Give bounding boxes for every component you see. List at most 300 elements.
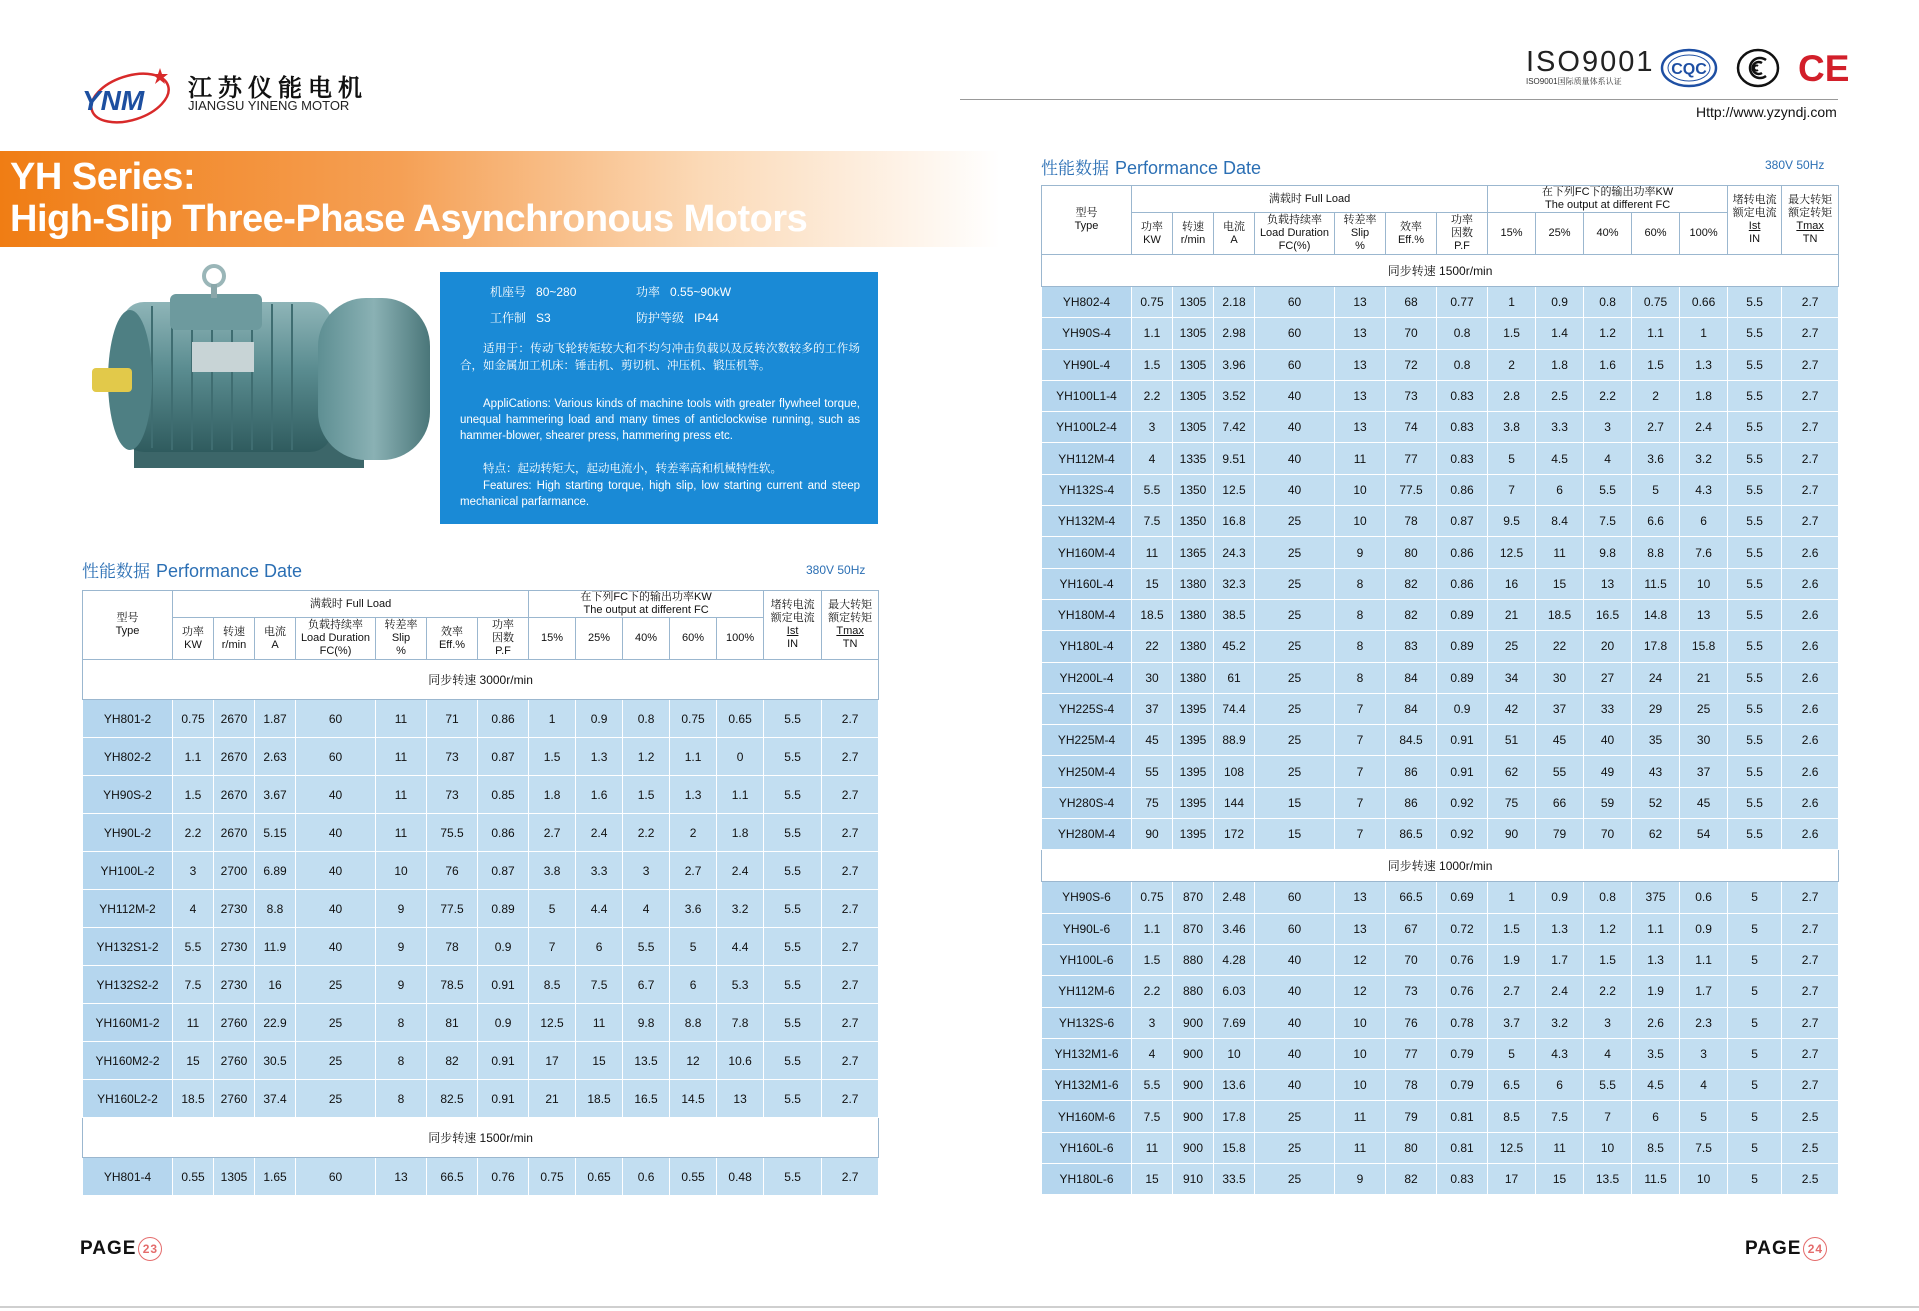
value-cell: 1395: [1173, 756, 1214, 787]
speed-group-row: [1042, 255, 1839, 287]
model-cell: YH90L-4: [1042, 349, 1132, 380]
motor-image: [92, 262, 442, 492]
value-cell: 5: [1728, 976, 1782, 1007]
model-cell: YH132M-4: [1042, 506, 1132, 537]
value-cell: 40: [296, 890, 376, 928]
value-cell: 0.86: [1437, 474, 1488, 505]
value-cell: 25: [1255, 1164, 1335, 1195]
value-cell: 5: [1680, 1101, 1728, 1132]
table-row: [1042, 819, 1839, 850]
value-cell: 8: [376, 1042, 427, 1080]
model-cell: YH100L-2: [83, 852, 173, 890]
value-cell: 10: [1584, 1132, 1632, 1163]
value-cell: 0.6: [623, 1158, 670, 1196]
value-cell: 1.8: [1680, 380, 1728, 411]
value-cell: 2.7: [1782, 474, 1839, 505]
speed-group-row: [1042, 850, 1839, 882]
model-cell: YH100L1-4: [1042, 380, 1132, 411]
value-cell: 0.76: [478, 1158, 529, 1196]
value-cell: 4.4: [576, 890, 623, 928]
value-cell: 5.5: [1728, 819, 1782, 850]
model-cell: YH160L2-2: [83, 1080, 173, 1118]
value-cell: 2700: [214, 852, 255, 890]
value-cell: 76: [1386, 1007, 1437, 1038]
table-row: [1042, 1038, 1839, 1069]
value-cell: 1.8: [717, 814, 764, 852]
value-cell: 5.5: [764, 814, 822, 852]
page-24-badge: 24: [1803, 1237, 1827, 1261]
value-cell: 1.5: [529, 738, 576, 776]
value-cell: 2.4: [1680, 412, 1728, 443]
value-cell: 9.51: [1214, 443, 1255, 474]
value-cell: 32.3: [1214, 568, 1255, 599]
ccc-cert-icon: [1736, 48, 1780, 88]
value-cell: 9.8: [1584, 537, 1632, 568]
value-cell: 9: [376, 928, 427, 966]
value-cell: 10.6: [717, 1042, 764, 1080]
header-slip: 转差率 Slip %: [1335, 213, 1386, 255]
value-cell: 6.7: [623, 966, 670, 1004]
value-cell: 10: [1335, 1070, 1386, 1101]
value-cell: 70: [1386, 944, 1437, 975]
value-cell: 4: [1584, 1038, 1632, 1069]
company-name-en: JIANGSU YINENG MOTOR: [188, 98, 350, 113]
value-cell: 6: [1680, 506, 1728, 537]
value-cell: 1.1: [717, 776, 764, 814]
value-cell: 30: [1132, 662, 1173, 693]
value-cell: 2.7: [1782, 380, 1839, 411]
value-cell: 1305: [1173, 412, 1214, 443]
value-cell: 7: [529, 928, 576, 966]
value-cell: 2.6: [1782, 631, 1839, 662]
value-cell: 15: [576, 1042, 623, 1080]
table-row: [1042, 318, 1839, 349]
value-cell: 40: [1255, 976, 1335, 1007]
value-cell: 7.69: [1214, 1007, 1255, 1038]
value-cell: 1.5: [1488, 913, 1536, 944]
value-cell: 1.1: [670, 738, 717, 776]
header-rpm: 转速 r/min: [1173, 213, 1214, 255]
value-cell: 25: [1255, 693, 1335, 724]
value-cell: 2.7: [1782, 1038, 1839, 1069]
value-cell: 0.78: [1437, 1007, 1488, 1038]
value-cell: 4.5: [1536, 443, 1584, 474]
value-cell: 8.5: [1488, 1101, 1536, 1132]
value-cell: 82: [1386, 568, 1437, 599]
value-cell: 1.3: [1632, 944, 1680, 975]
value-cell: 0.85: [478, 776, 529, 814]
value-cell: 900: [1173, 1101, 1214, 1132]
value-cell: 49: [1584, 756, 1632, 787]
value-cell: 33.5: [1214, 1164, 1255, 1195]
value-cell: 1.5: [1632, 349, 1680, 380]
value-cell: 25: [1488, 631, 1536, 662]
table-row: [1042, 1132, 1839, 1163]
value-cell: 0: [717, 738, 764, 776]
value-cell: 11: [376, 776, 427, 814]
value-cell: 14.8: [1632, 599, 1680, 630]
model-cell: YH801-2: [83, 700, 173, 738]
value-cell: 0.89: [478, 890, 529, 928]
table-row: [1042, 380, 1839, 411]
value-cell: 13: [1335, 349, 1386, 380]
value-cell: 24: [1632, 662, 1680, 693]
table-row: [1042, 725, 1839, 756]
value-cell: 5: [1488, 1038, 1536, 1069]
speed-group-row: [83, 1118, 879, 1158]
value-cell: 25: [1255, 1101, 1335, 1132]
value-cell: 5.5: [1728, 693, 1782, 724]
value-cell: 7: [1488, 474, 1536, 505]
value-cell: 10: [1680, 1164, 1728, 1195]
value-cell: 10: [1335, 474, 1386, 505]
value-cell: 172: [1214, 819, 1255, 850]
value-cell: 5.5: [764, 1158, 822, 1196]
value-cell: 2.5: [1782, 1101, 1839, 1132]
value-cell: 8: [376, 1004, 427, 1042]
value-cell: 11: [576, 1004, 623, 1042]
value-cell: 1335: [1173, 443, 1214, 474]
value-cell: 40: [1255, 944, 1335, 975]
value-cell: 6.5: [1488, 1070, 1536, 1101]
value-cell: 2.7: [1782, 318, 1839, 349]
value-cell: 9: [1335, 1164, 1386, 1195]
value-cell: 67: [1386, 913, 1437, 944]
value-cell: 1380: [1173, 662, 1214, 693]
value-cell: 2.2: [1584, 380, 1632, 411]
value-cell: 0.8: [1437, 349, 1488, 380]
value-cell: 5.5: [764, 738, 822, 776]
value-cell: 13: [1335, 380, 1386, 411]
value-cell: 60: [296, 1158, 376, 1196]
value-cell: 2.8: [1488, 380, 1536, 411]
product-info-box: [440, 272, 878, 524]
value-cell: 5.5: [764, 1080, 822, 1118]
value-cell: 3.2: [717, 890, 764, 928]
value-cell: 2.2: [1584, 976, 1632, 1007]
model-cell: YH90L-2: [83, 814, 173, 852]
value-cell: 5.5: [1728, 537, 1782, 568]
value-cell: 25: [1255, 506, 1335, 537]
value-cell: 2760: [214, 1004, 255, 1042]
value-cell: 2730: [214, 966, 255, 1004]
speed-group-label: 同步转速 1500r/min: [83, 1118, 879, 1158]
value-cell: 3.8: [1488, 412, 1536, 443]
speed-group-label: 同步转速 3000r/min: [83, 660, 879, 700]
value-cell: 5.5: [1728, 412, 1782, 443]
model-cell: YH802-2: [83, 738, 173, 776]
value-cell: 13: [1335, 913, 1386, 944]
value-cell: 2.63: [255, 738, 296, 776]
value-cell: 0.69: [1437, 882, 1488, 913]
table-row: [83, 1158, 879, 1196]
value-cell: 77: [1386, 1038, 1437, 1069]
cqc-cert-icon: [1660, 48, 1718, 88]
value-cell: 10: [376, 852, 427, 890]
value-cell: 3.6: [1632, 443, 1680, 474]
value-cell: 2.6: [1782, 662, 1839, 693]
value-cell: 5.5: [1584, 1070, 1632, 1101]
value-cell: 86.5: [1386, 819, 1437, 850]
value-cell: 2670: [214, 738, 255, 776]
value-cell: 1395: [1173, 819, 1214, 850]
value-cell: 0.83: [1437, 412, 1488, 443]
value-cell: 10: [1680, 568, 1728, 599]
value-cell: 1.9: [1488, 944, 1536, 975]
value-cell: 43: [1632, 756, 1680, 787]
table-row: [1042, 944, 1839, 975]
value-cell: 73: [1386, 976, 1437, 1007]
value-cell: 2.7: [1782, 287, 1839, 318]
value-cell: 0.91: [1437, 756, 1488, 787]
value-cell: 900: [1173, 1038, 1214, 1069]
model-cell: YH180L-6: [1042, 1164, 1132, 1195]
header-type: 型号 Type: [1042, 186, 1132, 255]
value-cell: 62: [1632, 819, 1680, 850]
value-cell: 20: [1584, 631, 1632, 662]
value-cell: 5: [1728, 882, 1782, 913]
features-en: Features: High starting torque, high slip, low starting current and steep mechanical parfarmance.: [460, 480, 860, 508]
value-cell: 14.5: [670, 1080, 717, 1118]
value-cell: 3: [173, 852, 214, 890]
value-cell: 5.5: [764, 890, 822, 928]
model-cell: YH132S1-2: [83, 928, 173, 966]
page-number-right: PAGE 24: [1745, 1237, 1827, 1261]
value-cell: 2.7: [822, 890, 879, 928]
value-cell: 1.1: [1632, 913, 1680, 944]
value-cell: 13.6: [1214, 1070, 1255, 1101]
features-cn: 特点：起动转矩大，起动电流小，转差率高和机械特性软。: [483, 461, 782, 475]
value-cell: 11: [1536, 1132, 1584, 1163]
value-cell: 0.8: [1437, 318, 1488, 349]
header-fc40: 40%: [623, 618, 670, 660]
value-cell: 0.89: [1437, 599, 1488, 630]
value-cell: 61: [1214, 662, 1255, 693]
value-cell: 2.7: [822, 1158, 879, 1196]
value-cell: 2.3: [1680, 1007, 1728, 1038]
value-cell: 40: [296, 928, 376, 966]
value-cell: 5.5: [1728, 662, 1782, 693]
value-cell: 42: [1488, 693, 1536, 724]
value-cell: 2.7: [1782, 882, 1839, 913]
value-cell: 1380: [1173, 599, 1214, 630]
value-cell: 35: [1632, 725, 1680, 756]
value-cell: 7: [1335, 819, 1386, 850]
value-cell: 13: [1584, 568, 1632, 599]
model-cell: YH132M1-6: [1042, 1070, 1132, 1101]
website-url[interactable]: Http://www.yzyndj.com: [1696, 104, 1837, 120]
value-cell: 11: [376, 814, 427, 852]
value-cell: 5.5: [1728, 787, 1782, 818]
value-cell: 25: [296, 1042, 376, 1080]
value-cell: 22: [1536, 631, 1584, 662]
value-cell: 1.5: [1132, 349, 1173, 380]
model-cell: YH160M1-2: [83, 1004, 173, 1042]
value-cell: 6: [670, 966, 717, 1004]
value-cell: 1.2: [1584, 318, 1632, 349]
value-cell: 7.8: [717, 1004, 764, 1042]
value-cell: 7: [1335, 725, 1386, 756]
value-cell: 0.89: [1437, 631, 1488, 662]
table-row: [1042, 599, 1839, 630]
value-cell: 12: [670, 1042, 717, 1080]
value-cell: 0.91: [478, 966, 529, 1004]
value-cell: 0.87: [478, 852, 529, 890]
header-pf: 功率 因数 P.F: [478, 618, 529, 660]
series-title: YH Series:: [10, 156, 196, 198]
header-ist: 堵转电流 额定电流 Ist IN: [1728, 186, 1782, 255]
value-cell: 2.6: [1782, 819, 1839, 850]
value-cell: 1.3: [1536, 913, 1584, 944]
value-cell: 55: [1132, 756, 1173, 787]
value-cell: 16.5: [1584, 599, 1632, 630]
value-cell: 5.5: [173, 928, 214, 966]
value-cell: 25: [296, 1004, 376, 1042]
value-cell: 7: [1584, 1101, 1632, 1132]
table-row: [1042, 1101, 1839, 1132]
value-cell: 21: [529, 1080, 576, 1118]
value-cell: 17: [1488, 1164, 1536, 1195]
value-cell: 2.5: [1782, 1164, 1839, 1195]
value-cell: 880: [1173, 944, 1214, 975]
model-cell: YH132S-4: [1042, 474, 1132, 505]
value-cell: 2670: [214, 814, 255, 852]
value-cell: 10: [1335, 1007, 1386, 1038]
value-cell: 33: [1584, 693, 1632, 724]
value-cell: 2.7: [1782, 443, 1839, 474]
value-cell: 2.18: [1214, 287, 1255, 318]
value-cell: 8: [376, 1080, 427, 1118]
value-cell: 5: [1632, 474, 1680, 505]
value-cell: 3.46: [1214, 913, 1255, 944]
value-cell: 22: [1132, 631, 1173, 662]
value-cell: 70: [1386, 318, 1437, 349]
value-cell: 0.9: [576, 700, 623, 738]
value-cell: 0.9: [1437, 693, 1488, 724]
value-cell: 4.3: [1536, 1038, 1584, 1069]
value-cell: 15: [1536, 1164, 1584, 1195]
model-cell: YH280M-4: [1042, 819, 1132, 850]
value-cell: 45: [1536, 725, 1584, 756]
model-cell: YH100L-6: [1042, 944, 1132, 975]
value-cell: 82: [1386, 1164, 1437, 1195]
value-cell: 25: [1255, 631, 1335, 662]
value-cell: 1.5: [1584, 944, 1632, 975]
value-cell: 1380: [1173, 568, 1214, 599]
value-cell: 1.1: [1132, 318, 1173, 349]
value-cell: 15: [1536, 568, 1584, 599]
value-cell: 60: [1255, 882, 1335, 913]
value-cell: 76: [427, 852, 478, 890]
value-cell: 15: [173, 1042, 214, 1080]
value-cell: 5: [1728, 1007, 1782, 1038]
value-cell: 5.5: [1132, 474, 1173, 505]
model-cell: YH132S2-2: [83, 966, 173, 1004]
model-cell: YH160L-6: [1042, 1132, 1132, 1163]
value-cell: 5.5: [1728, 349, 1782, 380]
value-cell: 1305: [1173, 349, 1214, 380]
value-cell: 2760: [214, 1080, 255, 1118]
value-cell: 21: [1680, 662, 1728, 693]
value-cell: 37: [1132, 693, 1173, 724]
value-cell: 30.5: [255, 1042, 296, 1080]
value-cell: 1: [529, 700, 576, 738]
value-cell: 0.91: [478, 1042, 529, 1080]
value-cell: 11.5: [1632, 1164, 1680, 1195]
value-cell: 2.2: [1132, 976, 1173, 1007]
model-cell: YH90S-6: [1042, 882, 1132, 913]
value-cell: 90: [1132, 819, 1173, 850]
performance-title-left: 性能数据 Performance Date: [82, 561, 303, 582]
table-row: [1042, 693, 1839, 724]
value-cell: 0.6: [1680, 882, 1728, 913]
performance-title-right: 性能数据 Performance Date: [1041, 158, 1262, 179]
value-cell: 3.3: [576, 852, 623, 890]
value-cell: 11: [1335, 1101, 1386, 1132]
table-row: [83, 814, 879, 852]
value-cell: 37: [1536, 693, 1584, 724]
value-cell: 73: [1386, 380, 1437, 411]
value-cell: 62: [1488, 756, 1536, 787]
value-cell: 18.5: [576, 1080, 623, 1118]
value-cell: 1.4: [1536, 318, 1584, 349]
value-cell: 4.4: [717, 928, 764, 966]
value-cell: 1.87: [255, 700, 296, 738]
value-cell: 25: [1255, 1132, 1335, 1163]
company-logo: [80, 62, 370, 132]
value-cell: 0.91: [1437, 725, 1488, 756]
value-cell: 66.5: [427, 1158, 478, 1196]
value-cell: 5.5: [1728, 287, 1782, 318]
value-cell: 1305: [1173, 380, 1214, 411]
value-cell: 16.8: [1214, 506, 1255, 537]
value-cell: 0.65: [576, 1158, 623, 1196]
value-cell: 72: [1386, 349, 1437, 380]
value-cell: 60: [1255, 287, 1335, 318]
value-cell: 5.5: [764, 1004, 822, 1042]
value-cell: 45.2: [1214, 631, 1255, 662]
value-cell: 60: [1255, 349, 1335, 380]
value-cell: 5.5: [764, 928, 822, 966]
value-cell: 5: [1488, 443, 1536, 474]
value-cell: 0.75: [1632, 287, 1680, 318]
value-cell: 45: [1132, 725, 1173, 756]
value-cell: 0.86: [1437, 568, 1488, 599]
value-cell: 8: [1335, 631, 1386, 662]
voltage-label-left: 380V 50Hz: [806, 563, 866, 577]
application-cn: 适用于：传动飞轮转矩较大和不均匀冲击负载以及反转次数较多的工作场合，如金属加工机床：锤击机、剪切机、冲压机、锻压机等。: [460, 341, 860, 372]
model-cell: YH180L-4: [1042, 631, 1132, 662]
value-cell: 11.9: [255, 928, 296, 966]
value-cell: 2.4: [717, 852, 764, 890]
value-cell: 52: [1632, 787, 1680, 818]
model-cell: YH225M-4: [1042, 725, 1132, 756]
value-cell: 5.5: [1728, 506, 1782, 537]
value-cell: 3.2: [1680, 443, 1728, 474]
power-label: 功率: [636, 285, 661, 299]
value-cell: 12.5: [529, 1004, 576, 1042]
value-cell: 0.83: [1437, 380, 1488, 411]
value-cell: 2.7: [1782, 913, 1839, 944]
value-cell: 0.87: [1437, 506, 1488, 537]
value-cell: 2.7: [1782, 1007, 1839, 1038]
power-value: 0.55~90kW: [670, 285, 732, 299]
value-cell: 0.92: [1437, 819, 1488, 850]
value-cell: 66.5: [1386, 882, 1437, 913]
value-cell: 0.55: [670, 1158, 717, 1196]
value-cell: 0.8: [623, 700, 670, 738]
value-cell: 55: [1536, 756, 1584, 787]
